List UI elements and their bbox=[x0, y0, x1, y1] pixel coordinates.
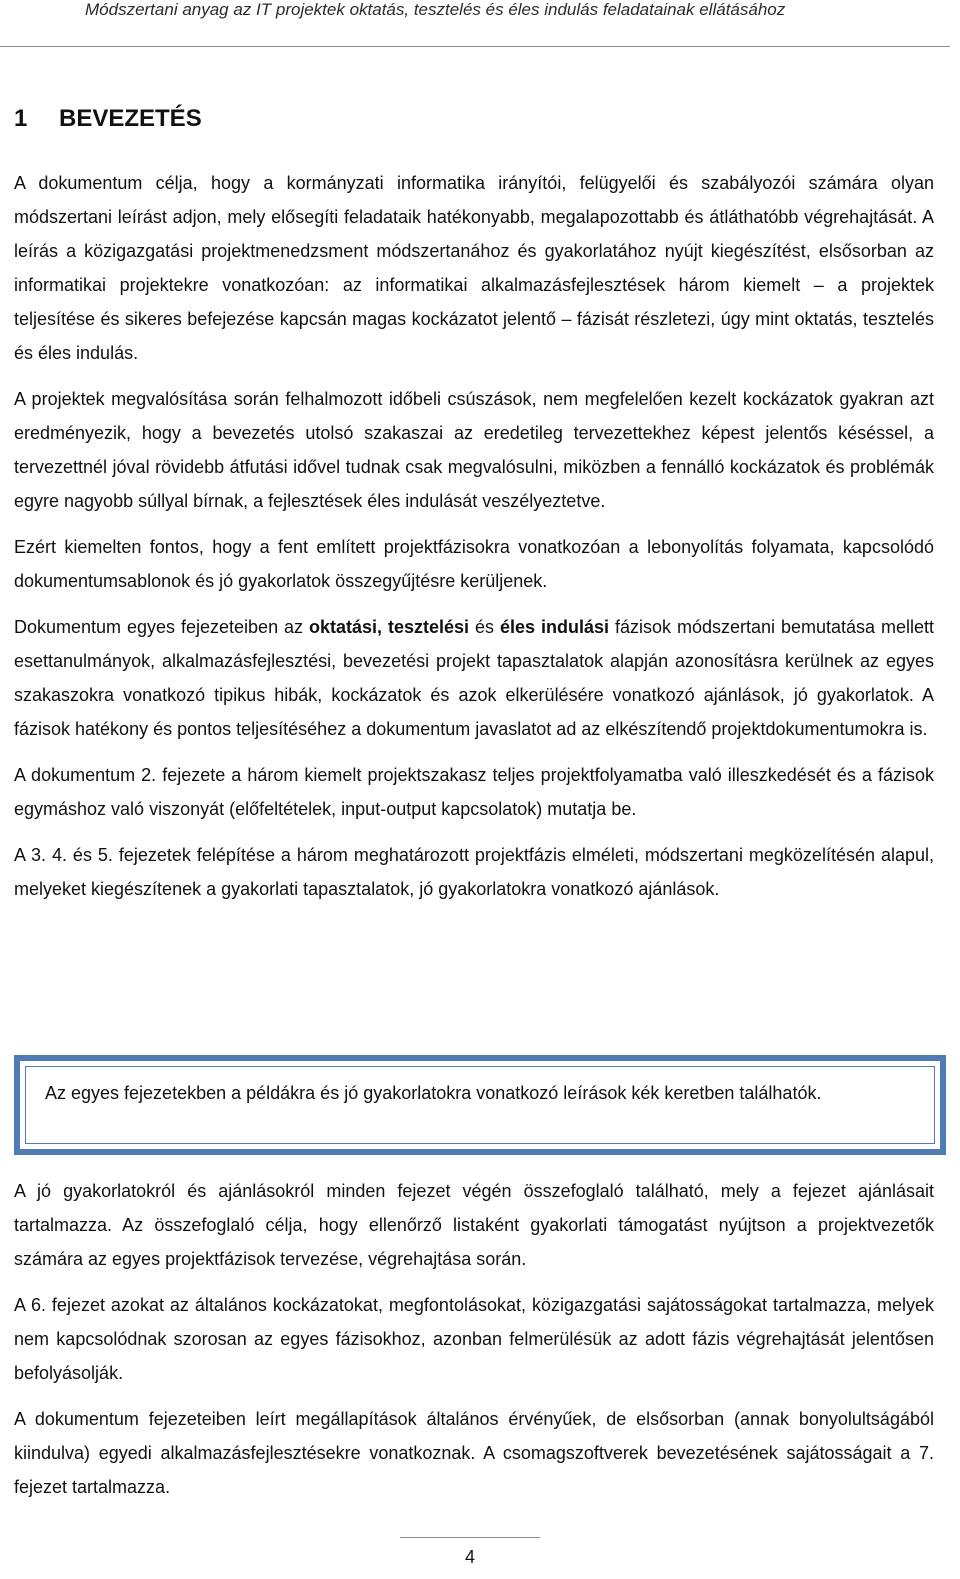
text-run: Dokumentum egyes fejezeteiben az bbox=[14, 617, 310, 637]
body-text-upper bbox=[14, 166, 934, 918]
paragraph: A 3. 4. és 5. fejezetek felépítése a három meghatározott projektfázis elméleti, módszertani megközelítésén alapul, melyeket kiegészítenek a gyakorlati tapasztalatok, jó gyakorlatokra vonatkozó ajánlások. bbox=[14, 845, 934, 899]
paragraph: A dokumentum 2. fejezete a három kiemelt projektszakasz teljes projektfolyamatba való illeszkedését és a fázisok egymáshoz való viszonyát (előfeltételek, input-output kapcsolatok) mutatja be. bbox=[14, 765, 934, 819]
paragraph-with-emphasis bbox=[14, 610, 934, 746]
paragraph: A projektek megvalósítása során felhalmozott időbeli csúszások, nem megfelelően kezelt kockázatok gyakran azt eredményezik, hogy a bevezetés utolsó szakaszai az eredetileg tervezettekhez képest jelentős késéssel, a tervezettnél jóval rövidebb átfutási idővel tudnak csak megvalósulni, miközben a fennálló kockázatok és problémák egyre nagyobb súllyal bírnak, a fejlesztések éles indulását veszélyeztetve. bbox=[14, 389, 934, 511]
bold-text: éles indulási bbox=[500, 617, 610, 637]
paragraph: A dokumentum fejezeteiben leírt megállapítások általános érvényűek, de elsősorban (annak bonyolultságából kiindulva) egyedi alkalmazásfejlesztésekre vonatkoznak. A csomagszoftverek bevezetésének sajátosságait a 7. fejezet tartalmazza. bbox=[14, 1409, 934, 1497]
callout-text: Az egyes fejezetekben a példákra és jó gyakorlatokra vonatkozó leírások kék keretben találhatók. bbox=[25, 1066, 935, 1144]
text-run: fázisok módszertani bemutatása mellett esettanulmányok, alkalmazásfejlesztési, bevezetési projekt tapasztalatok alapján azonosításra kerülnek az egyes szakaszokra vonatkozó tipikus hibák, kockázatok és azok elkerülésére vonatkozó ajánlások, jó gyakorlatok. A fázisok hatékony és pontos teljesítéséhez a dokumentum javaslatot ad az elkészítendő projektdokumentumokra is. bbox=[14, 617, 935, 739]
paragraph: A dokumentum célja, hogy a kormányzati informatika irányítói, felügyelői és szabályozói számára olyan módszertani leírást adjon, mely elősegíti feladataik hatékonyabb, megalapozottabb és átláthatóbb végrehajtását. A leírás a közigazgatási projektmenedzsment módszertanához és gyakorlatához nyújt kiegészítést, elsősorban az informatikai projektekre vonatkozóan: az informatikai alkalmazásfejlesztések három kiemelt – a projektek teljesítése és sikeres befejezése kapcsán magas kockázatot jelentő – fázisát részletezi, úgy mint oktatás, tesztelés és éles indulás. bbox=[14, 173, 934, 363]
paragraph: A jó gyakorlatokról és ajánlásokról minden fejezet végén összefoglaló található, mely a fejezet ajánlásait tartalmazza. Az összefoglaló célja, hogy ellenőrző listaként gyakorlati támogatást nyújtson a projektvezetők számára az egyes projektfázisok tervezése, végrehajtása során. bbox=[14, 1181, 934, 1269]
blue-callout-box bbox=[14, 1055, 946, 1155]
paragraph: Ezért kiemelten fontos, hogy a fent említett projektfázisokra vonatkozóan a lebonyolítás folyamata, kapcsolódó dokumentumsablonok és jó gyakorlatok összegyűjtésre kerüljenek. bbox=[14, 537, 934, 591]
footer-divider bbox=[400, 1537, 540, 1538]
chapter-heading bbox=[14, 101, 202, 137]
header-title: Módszertani anyag az IT projektek oktatás, tesztelés és éles indulás feladatainak ellátásához bbox=[85, 0, 786, 19]
chapter-number: 1 bbox=[14, 105, 28, 132]
page-number: 4 bbox=[464, 1547, 475, 1567]
paragraph: A 6. fejezet azokat az általános kockázatokat, megfontolásokat, közigazgatási sajátosságokat tartalmazza, melyek nem kapcsolódnak szorosan az egyes fázisokhoz, azonban felmerülésük az adott fázis végrehajtását jelentősen befolyásolják. bbox=[14, 1295, 934, 1383]
chapter-title: BEVEZETÉS bbox=[59, 105, 202, 132]
text-run: és bbox=[469, 617, 500, 637]
running-header bbox=[0, 0, 950, 47]
bold-text: oktatási, tesztelési bbox=[309, 617, 470, 637]
body-text-lower bbox=[14, 1174, 934, 1516]
